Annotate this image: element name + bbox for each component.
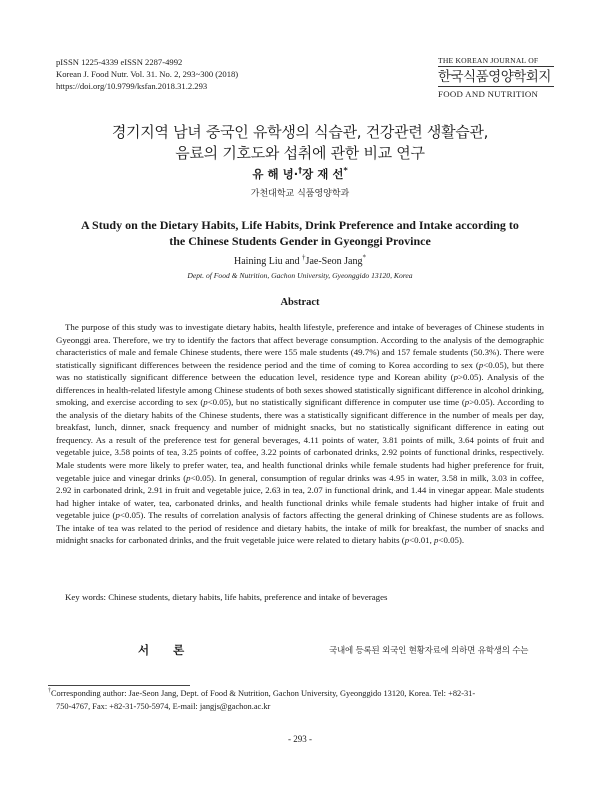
p-symbol: p [434,535,439,546]
english-affiliation: Dept. of Food & Nutrition, Gachon University, Gyeonggido 13120, Korea [187,271,413,280]
abstract-text: The purpose of this study was to investigate dietary habits, health lifestyle, preference and intake of beverages of Chinese students in Gyeonggi area. Therefore, we try to identify the factors that affect beverage consumption. According to the analysis of the demographic characteristics of male and female Chinese students, there were 155 male students (49.7%) and 157 female students (50.3%). There were statistically significant differences between the residence period and the time of coming to Korea according to sex ( [56,322,544,370]
abstract-text: <0.05). The results of correlation analysis of factors affecting the general drinking of Chinese students are as follows. The intake of tea was related to the period of residence and dietary habits, the intake of milk for breakfast, the number of snacks and midnight snacks for carbonated drinks, and the fruit vegetable juice were related to dietary habits ( [56,510,544,546]
footnote-text: 750-4767, Fax: +82-31-750-5974, E-mail: jangjs@gachon.ac.kr [56,701,271,711]
author-names: Haining Liu and [234,256,303,267]
publication-meta [56,56,238,92]
author-separator: · [293,167,299,181]
introduction-first-line: 국내에 등록된 외국인 현황자료에 의하면 유학생의 수는 [329,646,529,656]
abstract-heading: Abstract [280,297,320,308]
author-name: 유 해 녕 [252,167,294,181]
korean-title-line: 음료의 기호도와 섭취에 관한 비교 연구 [175,144,425,162]
abstract-text: <0.01, [409,535,435,546]
journal-masthead [438,56,554,99]
abstract-text: <0.05), but no statistically significant difference in computer use time ( [207,397,465,408]
page-number: - 293 - [288,734,312,744]
korean-title [40,122,560,164]
author-name: 장 재 선 [302,167,344,181]
p-symbol: p [203,397,208,408]
abstract-text: <0.05). In general, consumption of regular drinks was 4.95 in water, 3.58 in milk, 3.03 in coffee, 2.92 in carbonated drink, 2.91 in fruit and vegetable juice, 2.63 in tea, 2.07 in functional drink, and 1.44 in vinegar appear. Male students had higher intake of water, tea, carbonated drinks, and health functional drinks while female students had higher intake of fruit and vegetable juice ( [56,472,544,521]
p-symbol: p [186,472,191,483]
p-symbol: p [478,359,484,370]
doi-link[interactable]: https://doi.org/10.9799/ksfan.2018.31.2.293 [56,81,208,91]
masthead-rule [438,86,554,87]
korean-authors [0,166,600,182]
introduction-heading: 서 론 [138,643,195,657]
p-symbol: p [464,397,470,408]
citation-line: Korean J. Food Nutr. Vol. 31. No. 2, 293~300 (2018) [56,69,239,79]
english-title [50,217,550,249]
abstract-text: >0.05). According to the analysis of the dietary habits of the Chinese students, there was a statistically significant difference in the number of meals per day, breakfast, lunch, dinner, snack frequency and number of midnight snacks, but no statistically significant difference in eating out frequency. As a result of the preference test for general beverages, 4.11 points of water, 3.81 points of milk, 3.64 points of fruit and vegetable juice, 3.58 points of tea, 3.25 points of coffee, 3.22 points of carbonated drinks, 2.92 points of functional drinks, respectively. Male students were more likely to prefer water, tea, and health functional drinks while female students had higher preference for fruit, vegetable juice and vinegar drinks ( [56,397,544,483]
footnote-rule [48,685,190,686]
footnote-text: Corresponding author: Jae-Seon Jang, Dept. of Food & Nutrition, Gachon University, Gyeonggido 13120, Korea. Tel: +82-31- [50,689,476,698]
star-mark: * [362,253,366,262]
abstract-text: <0.05), but there was no statistically significant difference between the education level, residence type and Korean ability ( [56,359,544,383]
issn-line: pISSN 1225-4339 eISSN 2287-4992 [56,57,183,67]
dagger-mark: † [48,688,51,695]
p-symbol: p [404,535,410,546]
english-title-line: A Study on the Dietary Habits, Life Habits, Drink Preference and Intake according to [81,218,519,232]
corresponding-author-footnote [48,688,558,713]
p-symbol: p [115,510,120,521]
dagger-mark: † [302,253,306,262]
abstract-text: <0.05). [438,535,465,546]
p-symbol: p [453,372,459,383]
keywords: Key words: Chinese students, dietary habits, life habits, preference and intake of beverages [65,592,388,602]
english-title-line: the Chinese Students Gender in Gyeonggi Province [169,234,431,248]
dagger-mark: † [298,166,303,176]
journal-name-kr: 한국식품영양학회지 [438,69,551,85]
masthead-rule [438,66,554,67]
author-name: Jae-Seon Jang [305,256,363,267]
journal-name-en-bottom: FOOD AND NUTRITION [438,89,539,99]
abstract-text: >0.05). Analysis of the differences in health-related lifestyle among Chinese students of both sexes showed statistically significant difference in alcohol drinking, smoking, and exercise according to sex ( [56,372,544,408]
journal-name-en-top: THE KOREAN JOURNAL OF [438,56,539,65]
korean-title-line: 경기지역 남녀 중국인 유학생의 식습관, 건강관련 생활습관, [111,123,489,141]
korean-affiliation: 가천대학교 식품영양학과 [250,189,350,199]
star-mark: * [343,166,348,176]
abstract-body [56,321,544,547]
english-authors [0,253,600,267]
